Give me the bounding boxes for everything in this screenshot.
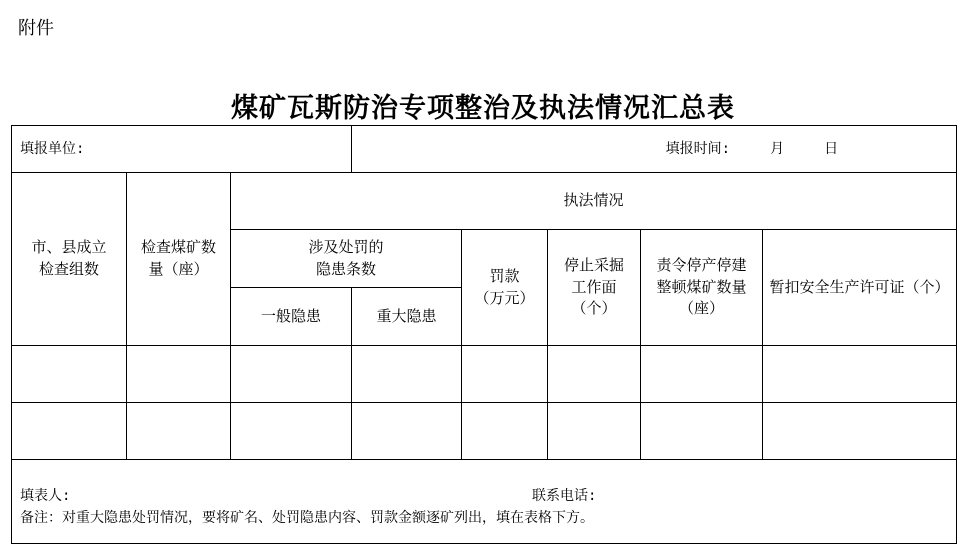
header-groups-line2: 检查组数: [38, 260, 99, 278]
month-label: 月: [770, 140, 785, 157]
fill-time-cell: [352, 126, 957, 173]
header-stop-line3: （个）: [571, 299, 617, 318]
header-penalty-line2: 隐患条数: [316, 259, 377, 278]
data-cell[interactable]: [231, 403, 352, 460]
header-penalty-hazards: [231, 230, 462, 288]
header-mines-line2: 量（座）: [148, 260, 209, 278]
header-major-hazard: [352, 288, 462, 346]
data-cell[interactable]: [12, 346, 127, 403]
attachment-label: 附件: [18, 18, 54, 39]
data-cell[interactable]: [127, 346, 231, 403]
data-cell[interactable]: [127, 403, 231, 460]
data-cell[interactable]: [352, 403, 462, 460]
header-mines-line1: 检查煤矿数: [140, 238, 216, 257]
header-general-hazard: [231, 288, 352, 346]
header-suspend-line2: 整顿煤矿数量: [656, 277, 747, 296]
page-title: 煤矿瓦斯防治专项整治及执法情况汇总表: [231, 93, 735, 124]
data-cell[interactable]: [12, 403, 127, 460]
header-fine: [462, 230, 548, 346]
data-cell[interactable]: [641, 346, 763, 403]
data-cell[interactable]: [641, 403, 763, 460]
header-suspend-line1: 责令停产停建: [656, 255, 747, 274]
header-general-hazard-label: 一般隐患: [261, 306, 322, 325]
header-fine-line2: （万元）: [474, 288, 535, 307]
header-suspend: [641, 230, 763, 346]
data-cell[interactable]: [548, 403, 641, 460]
data-cell[interactable]: [548, 346, 641, 403]
header-license: [763, 230, 957, 346]
table-row: [12, 403, 957, 460]
header-fine-line1: 罚款: [489, 266, 520, 285]
fill-unit-cell: [12, 126, 352, 173]
header-enforcement-label: 执法情况: [563, 191, 624, 210]
footer-note: 备注：对重大隐患处罚情况，要将矿名、处罚隐患内容、罚款金额逐矿列出，填在表格下方。: [20, 510, 594, 526]
header-stop-line2: 工作面: [571, 277, 617, 296]
phone-label: 联系电话:: [532, 488, 597, 504]
header-penalty-line1: 涉及处罚的: [308, 237, 384, 256]
footer-cell: [12, 460, 957, 544]
data-cell[interactable]: [231, 346, 352, 403]
fill-unit-label: 填报单位:: [20, 140, 85, 157]
table-row: [12, 346, 957, 403]
header-suspend-line3: （座）: [679, 299, 725, 318]
filler-label: 填表人:: [20, 488, 71, 504]
data-cell[interactable]: [462, 346, 548, 403]
header-license-label: 暂扣安全生产许可证（个）: [769, 277, 950, 296]
header-enforcement: [231, 173, 957, 230]
data-cell[interactable]: [352, 346, 462, 403]
data-cell[interactable]: [462, 403, 548, 460]
data-cell[interactable]: [763, 403, 957, 460]
fill-time-label: 填报时间:: [665, 140, 731, 157]
header-major-hazard-label: 重大隐患: [376, 306, 437, 325]
header-groups-line1: 市、县成立: [31, 238, 107, 257]
header-stop-face: [548, 230, 641, 346]
summary-table: [11, 125, 957, 544]
header-stop-line1: 停止采掘: [564, 255, 625, 274]
data-cell[interactable]: [763, 346, 957, 403]
header-groups: [12, 173, 127, 346]
day-label: 日: [824, 140, 839, 157]
header-mines: [127, 173, 231, 346]
